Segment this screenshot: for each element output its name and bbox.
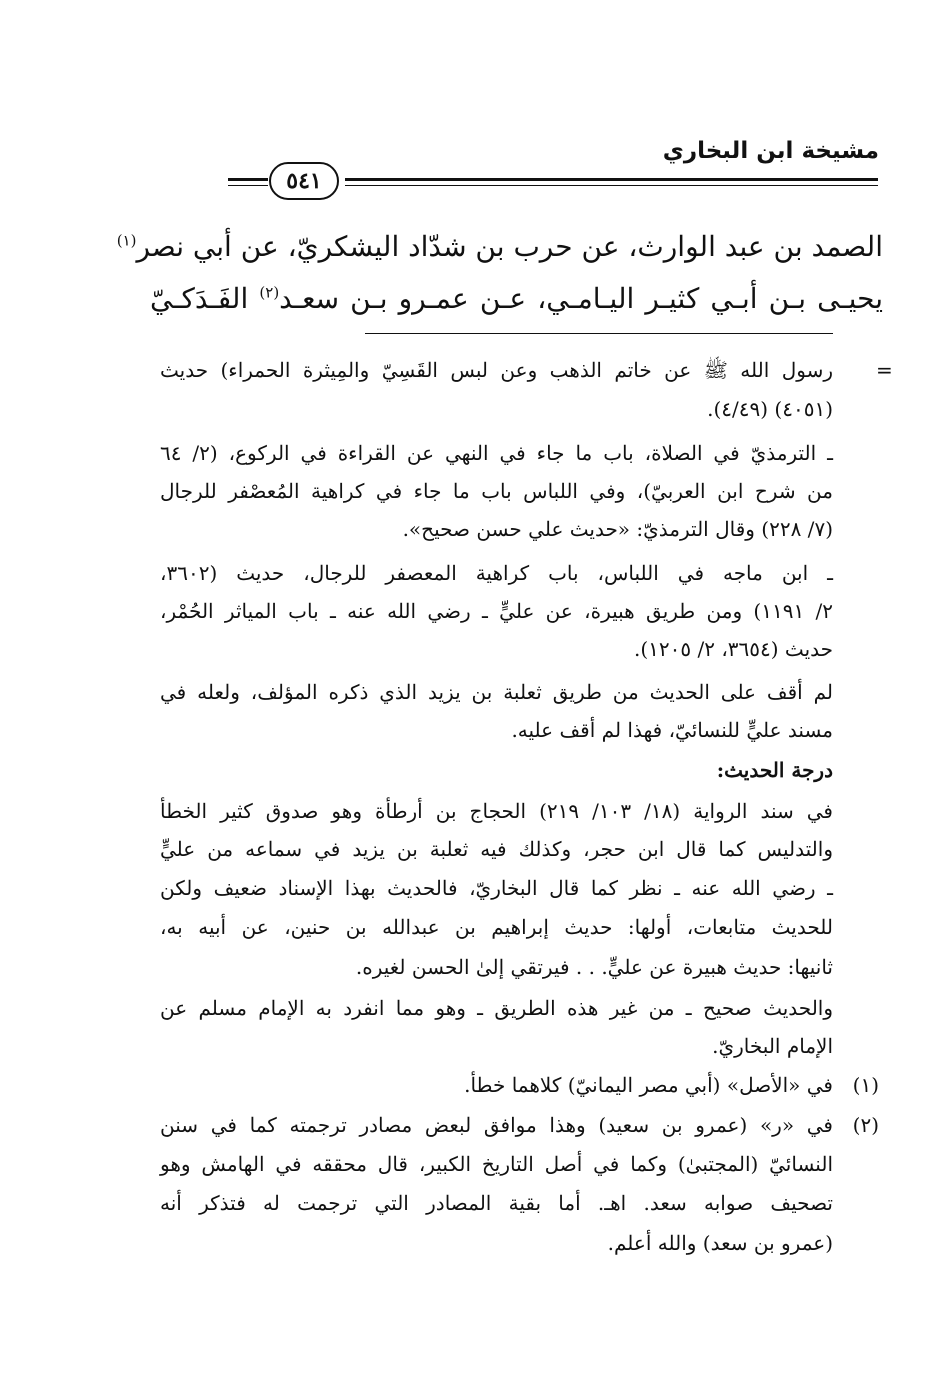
footnote-2-line: تصحيف صوابه سعد. اهـ. أما بقية المصادر التي ترجمت له فتذكر أنه bbox=[160, 1191, 833, 1215]
footnote-line: مسند عليٍّ للنسائيّ، فهذا لم أقف عليه. bbox=[511, 718, 833, 742]
main-text-line-1-text: الصمد بن عبد الوارث، عن حرب بن شدّاد اليشكريّ، عن أبي نصر bbox=[136, 230, 883, 263]
header-rule-bottom bbox=[345, 185, 878, 186]
footnote-line: للحديث متابعات، أولها: حديث إبراهيم بن عبدالله بن حنين، عن أبيه به، bbox=[160, 915, 833, 939]
header-rule-top bbox=[345, 178, 878, 181]
page-number-frame bbox=[269, 162, 339, 200]
footnote-line: الإمام البخاريّ. bbox=[712, 1034, 833, 1058]
continuation-mark: = bbox=[876, 358, 893, 382]
footnote-2-line: (عمرو بن سعد) والله أعلم. bbox=[607, 1231, 833, 1255]
footnote-line: ثانيها: حديث هبيرة عن عليٍّ. . . فيرتقي إلىٰ الحسن لغيره. bbox=[355, 955, 833, 979]
footnote-line: رسول الله ﷺ عن خاتم الذهب وعن لبس القَسِيّ والمِيثرة الحمراء) حديث bbox=[160, 358, 833, 382]
footnote-number-1: (١) bbox=[852, 1073, 879, 1097]
header-rule-left-top bbox=[228, 178, 268, 181]
footnote-2-line: في «ر» (عمرو بن سعيد) وهذا موافق لبعض مصادر ترجمته كما في سنن bbox=[160, 1113, 833, 1137]
footnote-line: لم أقف على الحديث من طريق ثعلبة بن يزيد الذي ذكره المؤلف، ولعله في bbox=[160, 680, 833, 704]
header-rule-left-bottom bbox=[228, 185, 268, 186]
footnote-line: ـ رضي الله عنه ـ نظر كما قال البخاريّ، فالحديث بهذا الإسناد ضعيف ولكن bbox=[160, 876, 833, 900]
footnote-line: ـ ابن ماجه في اللباس، باب كراهية المعصفر للرجال، حديث (٣٦٠٢، bbox=[160, 561, 834, 585]
main-text-line-2 bbox=[150, 282, 883, 315]
footnote-line: حديث (٣٦٥٤، ٢/ ١٢٠٥). bbox=[633, 637, 833, 661]
footnote-number-2: (٢) bbox=[852, 1113, 879, 1137]
main-text-line-2-b: الفَـدَكـيّ bbox=[150, 282, 249, 315]
footnote-line: والتدليس كما قال ابن حجر، وكذلك فيه ثعلبة بن يزيد في سماعه من عليٍّ bbox=[160, 837, 833, 861]
note-ref-1: (١) bbox=[116, 231, 137, 250]
footnote-line: ٢/ ١١٩١) ومن طريق هبيرة، عن عليٍّ ـ رضي الله عنه ـ باب المياثر الحُمْر، bbox=[160, 599, 833, 623]
main-text-line-2-a: يحيـى بـن أبـي كثيـر اليـامـي، عـن عمـرو بـن سعـد bbox=[279, 282, 883, 315]
page-number: ٥٤١ bbox=[286, 168, 322, 194]
footnote-line: (٤٠٥١) (٤/٤٩). bbox=[707, 397, 833, 421]
footnote-1-line: في «الأصل» (أبي مصر اليمانيّ) كلاهما خطأ. bbox=[464, 1073, 833, 1097]
footnote-line: ـ الترمذيّ في الصلاة، باب ما جاء في النهي عن القراءة في الركوع، (٢/ ٦٤ bbox=[160, 441, 833, 465]
note-ref-2: (٢) bbox=[259, 283, 280, 302]
running-title: مشيخة ابن البخاري bbox=[662, 138, 879, 164]
footnote-line: (٧/ ٢٢٨) وقال الترمذيّ: «حديث علي حسن صحيح». bbox=[402, 517, 833, 541]
hadith-grade-heading: درجة الحديث: bbox=[716, 758, 833, 782]
footnote-line: في سند الرواية (١٨/ ١٠٣/ ٢١٩) الحجاج بن أرطأة وهو صدوق كثير الخطأ bbox=[160, 799, 833, 823]
footnote-line: من شرح ابن العربيّ)، وفي اللباس باب ما جاء في كراهية المُعصْفر للرجال bbox=[160, 479, 833, 503]
footnote-line: والحديث صحيح ـ من غير هذه الطريق ـ وهو مما انفرد به الإمام مسلم عن bbox=[160, 996, 833, 1020]
footnote-2-line: النسائيّ (المجتبىٰ) وكما في أصل التاريخ الكبير، قال محققه في الهامش وهو bbox=[160, 1152, 833, 1176]
footnote-separator bbox=[365, 333, 833, 334]
main-text-line-1 bbox=[116, 230, 883, 263]
